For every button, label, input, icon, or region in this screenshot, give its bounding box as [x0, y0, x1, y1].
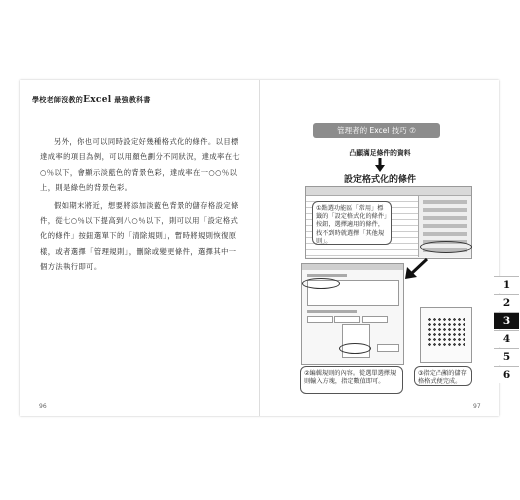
- callout-step-3: ③指定凸顯的儲存格格式便完成。: [414, 366, 472, 386]
- highlight-oval: [420, 241, 472, 253]
- body-text: [40, 134, 243, 277]
- flow-bottom-label: 設定格式化的條件: [343, 175, 416, 185]
- chapter-tab-5: 5: [494, 348, 519, 365]
- flow-top-label: 凸顯滿足條件的資料: [349, 149, 411, 157]
- paragraph-1: 另外，你也可以同時設定好幾種格式化的條件。以目標達成率的項目為例，可以用顏色劃分不同狀況，達成率在七○％以下，會顯示淡藍色的背景色彩，達成率在一○○％以上，則是綠色的背景色彩。: [40, 137, 241, 193]
- page-gutter: [259, 80, 260, 416]
- callout-step-2: ②編輯規則的內容。從選單選擇規則輸入方塊，指定數值即可。: [300, 366, 403, 394]
- page-number-right: 97: [473, 403, 481, 410]
- paragraph-2: 假如期末將近，想要將添加淡藍色背景的儲存格設定條件，從七○％以下提高到八○％以下，則可以用「設定格式化的條件」按鈕選單下的「清除規則」，暫時將規則恢復原樣，或者選擇「管理規則」，刪除或變更條件，選擇其中一個方法執行即可。: [40, 200, 239, 272]
- color-palette: [427, 317, 465, 347]
- ribbon-bar: [306, 187, 471, 196]
- chapter-tab-4: 4: [494, 330, 519, 347]
- chapter-tab-6: 6: [494, 366, 519, 383]
- running-title-prefix: 學校老師沒教的: [32, 95, 84, 104]
- diagonal-arrow-icon: [403, 257, 429, 281]
- chapter-tab-1: 1: [494, 276, 519, 293]
- page-number-left: 96: [39, 403, 47, 410]
- highlight-oval: [302, 278, 340, 289]
- format-button: [377, 344, 399, 352]
- highlight-oval: [339, 343, 371, 354]
- running-title: [32, 95, 151, 105]
- dialog-title-bar: [302, 264, 403, 270]
- tip-banner: 管理者的 Excel 技巧 ⑦: [313, 123, 440, 138]
- down-arrow-icon: [375, 158, 385, 172]
- chapter-tab-2: 2: [494, 294, 519, 311]
- chapter-tab-3: 3: [494, 312, 519, 329]
- running-title-suffix: 最強教科書: [114, 95, 151, 104]
- fill-color-palette-screenshot: [420, 307, 472, 363]
- running-title-brand: Excel: [83, 95, 112, 105]
- callout-step-1: ①點選功能區「常用」標籤的「設定格式化的條件」按鈕，選擇適用的條件，找不到時就選擇「其他規則」。: [312, 201, 392, 245]
